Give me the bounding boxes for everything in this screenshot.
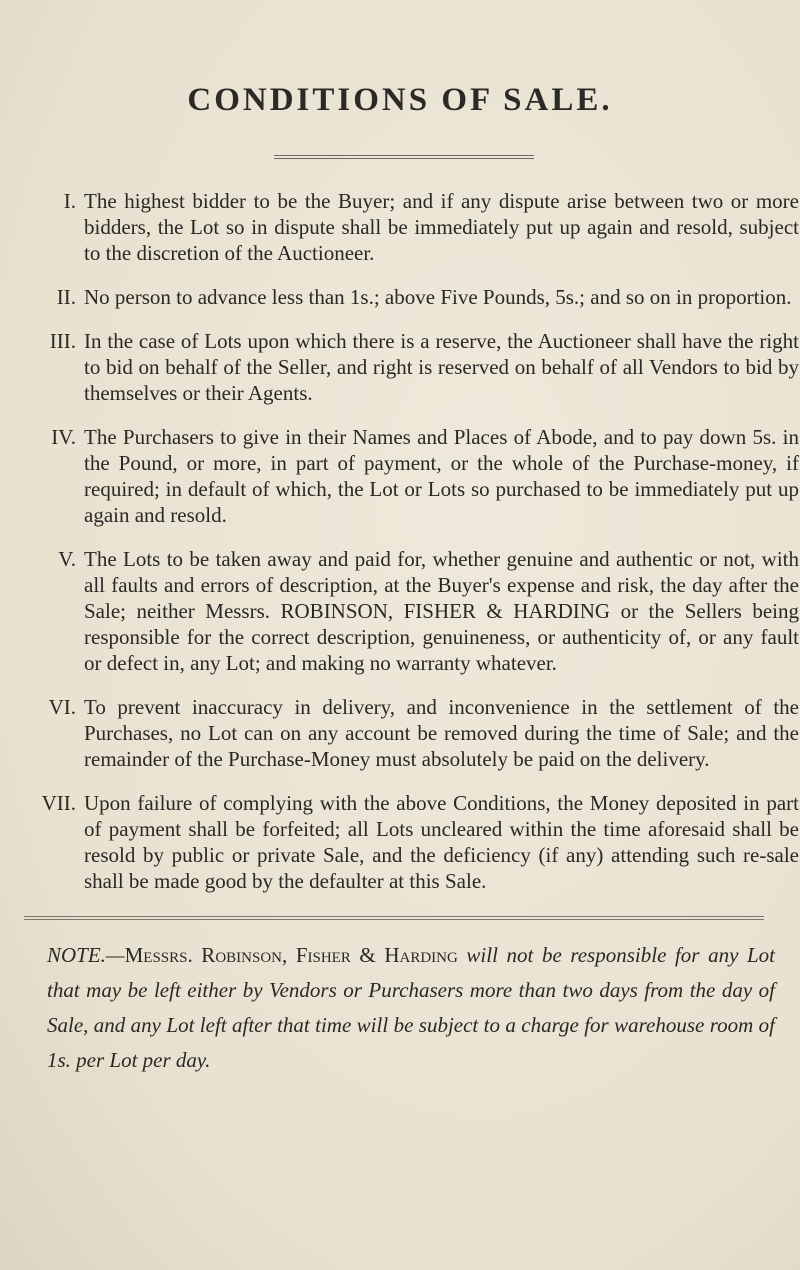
title-divider — [274, 155, 534, 159]
condition-text: No person to advance less than 1s.; above Five Pounds, 5s.; and so on in proportion. — [84, 285, 792, 309]
condition-text: The Lots to be taken away and paid for, whether genuine and authentic or not, with all faults and errors of description, at the Buyer's expense and risk, the day after the Sale; neither Messrs. ROBINSON, FISHER & HARDING or the Sellers being responsible for the correct description, genuineness, or authenticity of, or any fault or defect in, any Lot; and making no warranty whatever. — [84, 547, 799, 675]
condition-text: The Purchasers to give in their Names and Places of Abode, and to pay down 5s. in the Pound, or more, in part of payment, or the whole of the Purchase-money, if required; in default of which, the Lot or Lots so purchased to be immediately put up again and resold. — [84, 425, 799, 527]
note-divider — [24, 916, 764, 920]
condition-text: The highest bidder to be the Buyer; and if any dispute arise between two or more bidders, the Lot so in dispute shall be immediately put up again and resold, subject to the discretion of the Auctioneer. — [84, 189, 799, 265]
condition-numeral: VI. — [48, 695, 76, 719]
note-paragraph — [47, 938, 775, 1078]
note-firm-name: Messrs. Robinson, Fisher & Harding — [124, 943, 458, 967]
condition-text: In the case of Lots upon which there is a reserve, the Auctioneer shall have the right to bid on behalf of the Seller, and right is reserved on behalf of all Vendors to bid by themselves or their Agents. — [84, 329, 799, 405]
note-text: will not be responsible for any Lot that may be left either by Vendors or Purchasers more than two days from the day of Sale, and any Lot left after that time will be subject to a charge for warehouse room of 1s. per Lot per day. — [47, 943, 775, 1072]
condition-numeral: I. — [63, 189, 76, 213]
condition-text: Upon failure of complying with the above Conditions, the Money deposited in part of payment shall be forfeited; all Lots uncleared within the time aforesaid shall be resold by public or private Sale, and the deficiency (if any) attending such re-sale shall be made good by the defaulter at this Sale. — [84, 791, 799, 893]
condition-text: To prevent inaccuracy in delivery, and inconvenience in the settlement of the Purchases, no Lot can on any account be removed during the time of Sale; and the remainder of the Purchase-Money must absolutely be paid on the delivery. — [84, 695, 799, 771]
note-label: NOTE.— — [47, 943, 125, 967]
condition-numeral: II. — [56, 285, 76, 309]
condition-numeral: IV. — [51, 425, 76, 449]
condition-numeral: III. — [49, 329, 76, 353]
condition-numeral: VII. — [41, 791, 76, 815]
condition-numeral: V. — [58, 547, 76, 571]
page-title: CONDITIONS OF SALE. — [187, 82, 613, 118]
